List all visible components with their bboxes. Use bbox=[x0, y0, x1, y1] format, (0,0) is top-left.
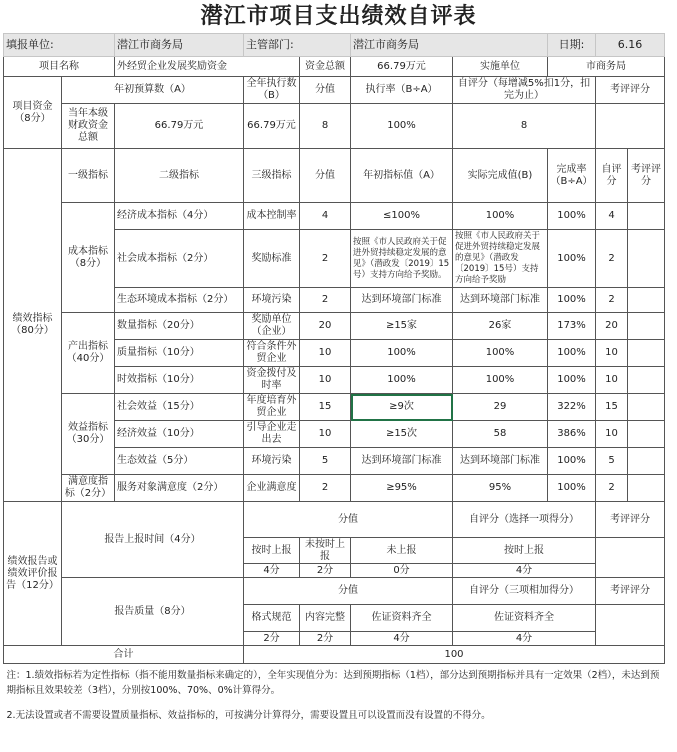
col-score: 分值 bbox=[300, 77, 351, 104]
quality-self-text[interactable]: 佐证资料齐全 bbox=[453, 605, 596, 632]
col-review: 考评评分 bbox=[596, 77, 665, 104]
funds-review[interactable] bbox=[596, 104, 665, 149]
row-self[interactable]: 20 bbox=[596, 313, 628, 340]
row-review[interactable] bbox=[628, 230, 665, 288]
time-score-ontime: 4分 bbox=[244, 564, 300, 578]
row-l2[interactable]: 数量指标（20分） bbox=[115, 313, 244, 340]
row-self[interactable]: 4 bbox=[596, 203, 628, 230]
report-quality-label: 报告质量（8分） bbox=[62, 578, 244, 646]
row-review[interactable] bbox=[628, 448, 665, 475]
report-quality-self-header: 自评分（三项相加得分） bbox=[453, 578, 596, 605]
funds-budget[interactable]: 66.79万元 bbox=[115, 104, 244, 149]
page-title: 潜江市项目支出绩效自评表 bbox=[200, 3, 477, 29]
row-l3[interactable]: 资金拨付及时率 bbox=[244, 367, 300, 394]
row-l3[interactable]: 奖励标准 bbox=[244, 230, 300, 288]
time-score-late: 2分 bbox=[300, 564, 351, 578]
row-l3[interactable]: 符合条件外贸企业 bbox=[244, 340, 300, 367]
fund-total-value[interactable]: 66.79万元 bbox=[351, 57, 453, 77]
row-rate[interactable]: 100% bbox=[548, 367, 596, 394]
self-evaluation-table bbox=[3, 33, 665, 726]
row-rate[interactable]: 100% bbox=[548, 475, 596, 502]
row-self[interactable]: 2 bbox=[596, 475, 628, 502]
dept-value[interactable]: 潜江市商务局 bbox=[351, 34, 548, 57]
perf-section-label: 绩效指标（80分） bbox=[4, 149, 62, 502]
project-name-value[interactable]: 外经贸企业发展奖励资金 bbox=[115, 57, 300, 77]
row-l2[interactable]: 社会成本指标（2分） bbox=[115, 230, 244, 288]
row-review[interactable] bbox=[628, 313, 665, 340]
row-rate[interactable]: 100% bbox=[548, 448, 596, 475]
row-review[interactable] bbox=[628, 421, 665, 448]
row-rate[interactable]: 173% bbox=[548, 313, 596, 340]
quality-score-evidence: 4分 bbox=[351, 632, 453, 646]
perf-h-self: 自评分 bbox=[596, 149, 628, 203]
perf-h-target: 年初指标值（A） bbox=[351, 149, 453, 203]
row-target[interactable]: ≥15次 bbox=[351, 421, 453, 448]
time-self-text[interactable]: 按时上报 bbox=[453, 538, 596, 564]
row-target[interactable]: 100% bbox=[351, 367, 453, 394]
report-time-self-header: 自评分（选择一项得分） bbox=[453, 502, 596, 538]
funds-self[interactable]: 8 bbox=[453, 104, 596, 149]
quality-opt-content: 内容完整 bbox=[300, 605, 351, 632]
row-self[interactable]: 10 bbox=[596, 367, 628, 394]
table-row bbox=[4, 394, 665, 421]
row-review[interactable] bbox=[628, 475, 665, 502]
row-l2[interactable]: 质量指标（10分） bbox=[115, 340, 244, 367]
row-score[interactable]: 4 bbox=[300, 203, 351, 230]
row-l2[interactable]: 经济效益（10分） bbox=[115, 421, 244, 448]
row-l2[interactable]: 生态效益（5分） bbox=[115, 448, 244, 475]
report-time-score-header: 分值 bbox=[244, 502, 453, 538]
row-l3[interactable]: 奖励单位（企业） bbox=[244, 313, 300, 340]
reporter-label: 填报单位: bbox=[4, 34, 115, 57]
row-l3[interactable]: 环境污染 bbox=[244, 448, 300, 475]
date-value[interactable]: 6.16 bbox=[596, 34, 665, 57]
report-section-label: 绩效报告或绩效评价报告（12分） bbox=[4, 502, 62, 646]
funds-row-label: 当年本级财政资金总额 bbox=[62, 104, 115, 149]
quality-score-content: 2分 bbox=[300, 632, 351, 646]
report-time-review-header: 考评评分 bbox=[596, 502, 665, 538]
dept-label: 主管部门: bbox=[244, 34, 351, 57]
row-self[interactable]: 10 bbox=[596, 421, 628, 448]
row-rate[interactable]: 100% bbox=[548, 230, 596, 288]
quality-opt-evidence: 佐证资料齐全 bbox=[351, 605, 453, 632]
cost-group-label: 成本指标（8分） bbox=[62, 203, 115, 313]
perf-h-l1: 一级指标 bbox=[62, 149, 115, 203]
row-review[interactable] bbox=[628, 288, 665, 313]
col-rate: 执行率（B÷A） bbox=[351, 77, 453, 104]
row-actual[interactable]: 100% bbox=[453, 203, 548, 230]
row-score[interactable]: 10 bbox=[300, 340, 351, 367]
quality-opt-format: 格式规范 bbox=[244, 605, 300, 632]
quality-self-score[interactable]: 4分 bbox=[453, 632, 596, 646]
row-actual[interactable]: 26家 bbox=[453, 313, 548, 340]
row-review[interactable] bbox=[628, 367, 665, 394]
row-rate[interactable]: 100% bbox=[548, 203, 596, 230]
row-l3[interactable]: 成本控制率 bbox=[244, 203, 300, 230]
perf-h-review: 考评评分 bbox=[628, 149, 665, 203]
row-l3[interactable]: 环境污染 bbox=[244, 288, 300, 313]
col-budget: 年初预算数（A） bbox=[62, 77, 244, 104]
row-self[interactable]: 2 bbox=[596, 230, 628, 288]
row-target[interactable]: ≥15家 bbox=[351, 313, 453, 340]
col-self: 自评分（每增减5%扣1分，扣完为止） bbox=[453, 77, 596, 104]
row-actual[interactable]: 达到环境部门标准 bbox=[453, 288, 548, 313]
row-l3[interactable]: 年度培育外贸企业 bbox=[244, 394, 300, 421]
impl-unit-value[interactable]: 市商务局 bbox=[548, 57, 665, 77]
report-quality-score-header: 分值 bbox=[244, 578, 453, 605]
row-self[interactable]: 2 bbox=[596, 288, 628, 313]
row-target[interactable]: 100% bbox=[351, 340, 453, 367]
output-group-label: 产出指标（40分） bbox=[62, 313, 115, 394]
row-score[interactable]: 15 bbox=[300, 394, 351, 421]
funds-section-label: 项目资金（8分） bbox=[4, 77, 62, 149]
row-rate[interactable]: 322% bbox=[548, 394, 596, 421]
report-quality-review-header: 考评评分 bbox=[596, 578, 665, 605]
row-actual[interactable]: 100% bbox=[453, 367, 548, 394]
row-l2[interactable]: 经济成本指标（4分） bbox=[115, 203, 244, 230]
time-opt-late: 未按时上报 bbox=[300, 538, 351, 564]
funds-score[interactable]: 8 bbox=[300, 104, 351, 149]
row-review[interactable] bbox=[628, 340, 665, 367]
row-l3[interactable]: 引导企业走出去 bbox=[244, 421, 300, 448]
time-review[interactable] bbox=[596, 538, 665, 578]
row-rate[interactable]: 100% bbox=[548, 340, 596, 367]
table-row bbox=[4, 475, 665, 502]
row-score[interactable]: 10 bbox=[300, 367, 351, 394]
quality-score-format: 2分 bbox=[244, 632, 300, 646]
col-exec: 全年执行数（B） bbox=[244, 77, 300, 104]
row-score[interactable]: 5 bbox=[300, 448, 351, 475]
row-actual[interactable]: 29 bbox=[453, 394, 548, 421]
row-actual[interactable]: 100% bbox=[453, 340, 548, 367]
row-target[interactable]: 达到环境部门标准 bbox=[351, 448, 453, 475]
row-actual[interactable]: 达到环境部门标准 bbox=[453, 448, 548, 475]
row-score[interactable]: 2 bbox=[300, 230, 351, 288]
perf-h-actual: 实际完成值(B) bbox=[453, 149, 548, 203]
row-target-selected-cell[interactable]: ≥9次 bbox=[351, 394, 453, 421]
row-actual[interactable]: 58 bbox=[453, 421, 548, 448]
row-l2[interactable]: 生态环境成本指标（2分） bbox=[115, 288, 244, 313]
row-score[interactable]: 2 bbox=[300, 475, 351, 502]
row-target[interactable]: 达到环境部门标准 bbox=[351, 288, 453, 313]
project-name-label: 项目名称 bbox=[4, 57, 115, 77]
row-target[interactable]: ≤100% bbox=[351, 203, 453, 230]
total-label: 合计 bbox=[4, 646, 244, 664]
reporter-value[interactable]: 潜江市商务局 bbox=[115, 34, 244, 57]
table-row bbox=[4, 313, 665, 340]
row-review[interactable] bbox=[628, 394, 665, 421]
row-review[interactable] bbox=[628, 203, 665, 230]
satisfaction-group-label: 满意度指标（2分） bbox=[62, 475, 115, 502]
perf-h-score: 分值 bbox=[300, 149, 351, 203]
perf-h-l3: 三级指标 bbox=[244, 149, 300, 203]
effect-group-label: 效益指标（30分） bbox=[62, 394, 115, 475]
row-l3[interactable]: 企业满意度 bbox=[244, 475, 300, 502]
impl-unit-label: 实施单位 bbox=[453, 57, 548, 77]
fund-total-label: 资金总额 bbox=[300, 57, 351, 77]
row-rate[interactable]: 100% bbox=[548, 288, 596, 313]
time-opt-ontime: 按时上报 bbox=[244, 538, 300, 564]
row-l2[interactable]: 服务对象满意度（2分） bbox=[115, 475, 244, 502]
row-score[interactable]: 10 bbox=[300, 421, 351, 448]
row-target[interactable]: ≥95% bbox=[351, 475, 453, 502]
date-label: 日期: bbox=[548, 34, 596, 57]
row-target[interactable]: 按照《市人民政府关于促进外贸持续稳定发展的意见》（潜政发〔2019〕15号）支持方向给予奖励。 bbox=[351, 230, 453, 288]
row-l2[interactable]: 时效指标（10分） bbox=[115, 367, 244, 394]
quality-review[interactable] bbox=[596, 605, 665, 646]
row-score[interactable]: 20 bbox=[300, 313, 351, 340]
row-actual[interactable]: 按照《市人民政府关于促进外贸持续稳定发展的意见》（潜政发〔2019〕15号）支持方向给予奖励 bbox=[453, 230, 548, 288]
row-score[interactable]: 2 bbox=[300, 288, 351, 313]
row-self[interactable]: 5 bbox=[596, 448, 628, 475]
row-actual[interactable]: 95% bbox=[453, 475, 548, 502]
note-1: 注：1.绩效指标若为定性指标（指不能用数量指标来确定的），全年实现值分为：达到预期指标（1档），部分达到预期指标并具有一定效果（2档），未达到预期指标且效果较差（3档），分别按100%、70%、0%计算得分。 bbox=[6, 670, 660, 696]
time-self-score[interactable]: 4分 bbox=[453, 564, 596, 578]
report-time-label: 报告上报时间（4分） bbox=[62, 502, 244, 578]
funds-rate[interactable]: 100% bbox=[351, 104, 453, 149]
table-row bbox=[4, 203, 665, 230]
perf-h-rate: 完成率（B÷A） bbox=[548, 149, 596, 203]
row-rate[interactable]: 386% bbox=[548, 421, 596, 448]
total-value[interactable]: 100 bbox=[244, 646, 665, 664]
note-2: 2.无法设置或者不需要设置质量指标、效益指标的，可按满分计算得分，需要设置且可以设置而没有设置的不得分。 bbox=[6, 709, 491, 721]
funds-exec[interactable]: 66.79万元 bbox=[244, 104, 300, 149]
row-self[interactable]: 15 bbox=[596, 394, 628, 421]
perf-h-l2: 二级指标 bbox=[115, 149, 244, 203]
time-score-none: 0分 bbox=[351, 564, 453, 578]
row-self[interactable]: 10 bbox=[596, 340, 628, 367]
row-l2[interactable]: 社会效益（15分） bbox=[115, 394, 244, 421]
time-opt-none: 未上报 bbox=[351, 538, 453, 564]
